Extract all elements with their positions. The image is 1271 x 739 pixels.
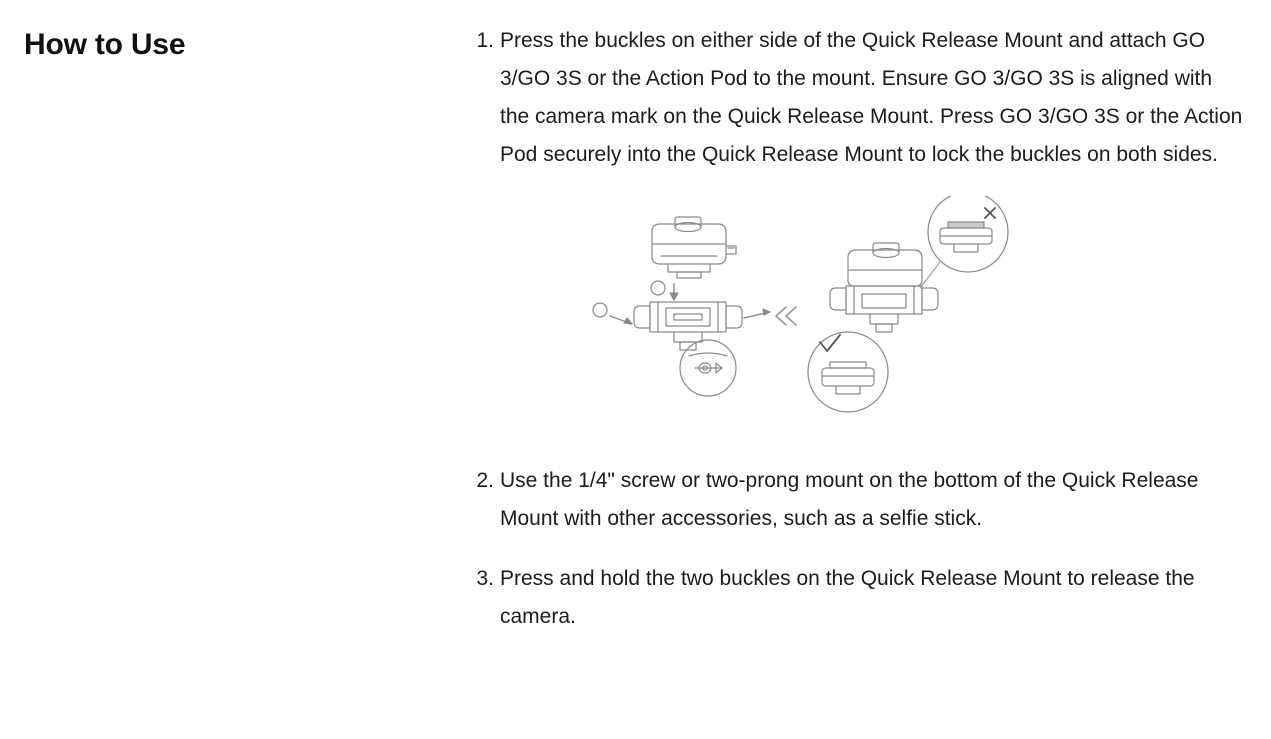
step-text: Press and hold the two buckles on the Quick Release Mount to release the camera. — [500, 567, 1195, 628]
list-item — [472, 22, 1244, 174]
instructions-content — [472, 22, 1244, 658]
step-number: 2. — [476, 469, 494, 492]
step-text: Use the 1/4" screw or two-prong mount on the bottom of the Quick Release Mount with other accessories, such as a selfie stick. — [500, 469, 1199, 530]
step-text: Press the buckles on either side of the Quick Release Mount and attach GO 3/GO 3S or the Action Pod to the mount. Ensure GO 3/GO 3S is aligned with the camera mark on the Quick Release Mount. Press GO 3/GO 3S or the Action Pod securely into the Quick Release Mount to lock the buckles on both sides. — [500, 29, 1243, 166]
step-number: 3. — [476, 567, 494, 590]
page-title: How to Use — [24, 28, 186, 61]
list-item — [472, 462, 1244, 538]
instruction-figure — [472, 196, 1244, 436]
list-item — [472, 560, 1244, 636]
step-number: 1. — [476, 29, 494, 52]
quick-release-mount-diagram — [548, 196, 1168, 436]
